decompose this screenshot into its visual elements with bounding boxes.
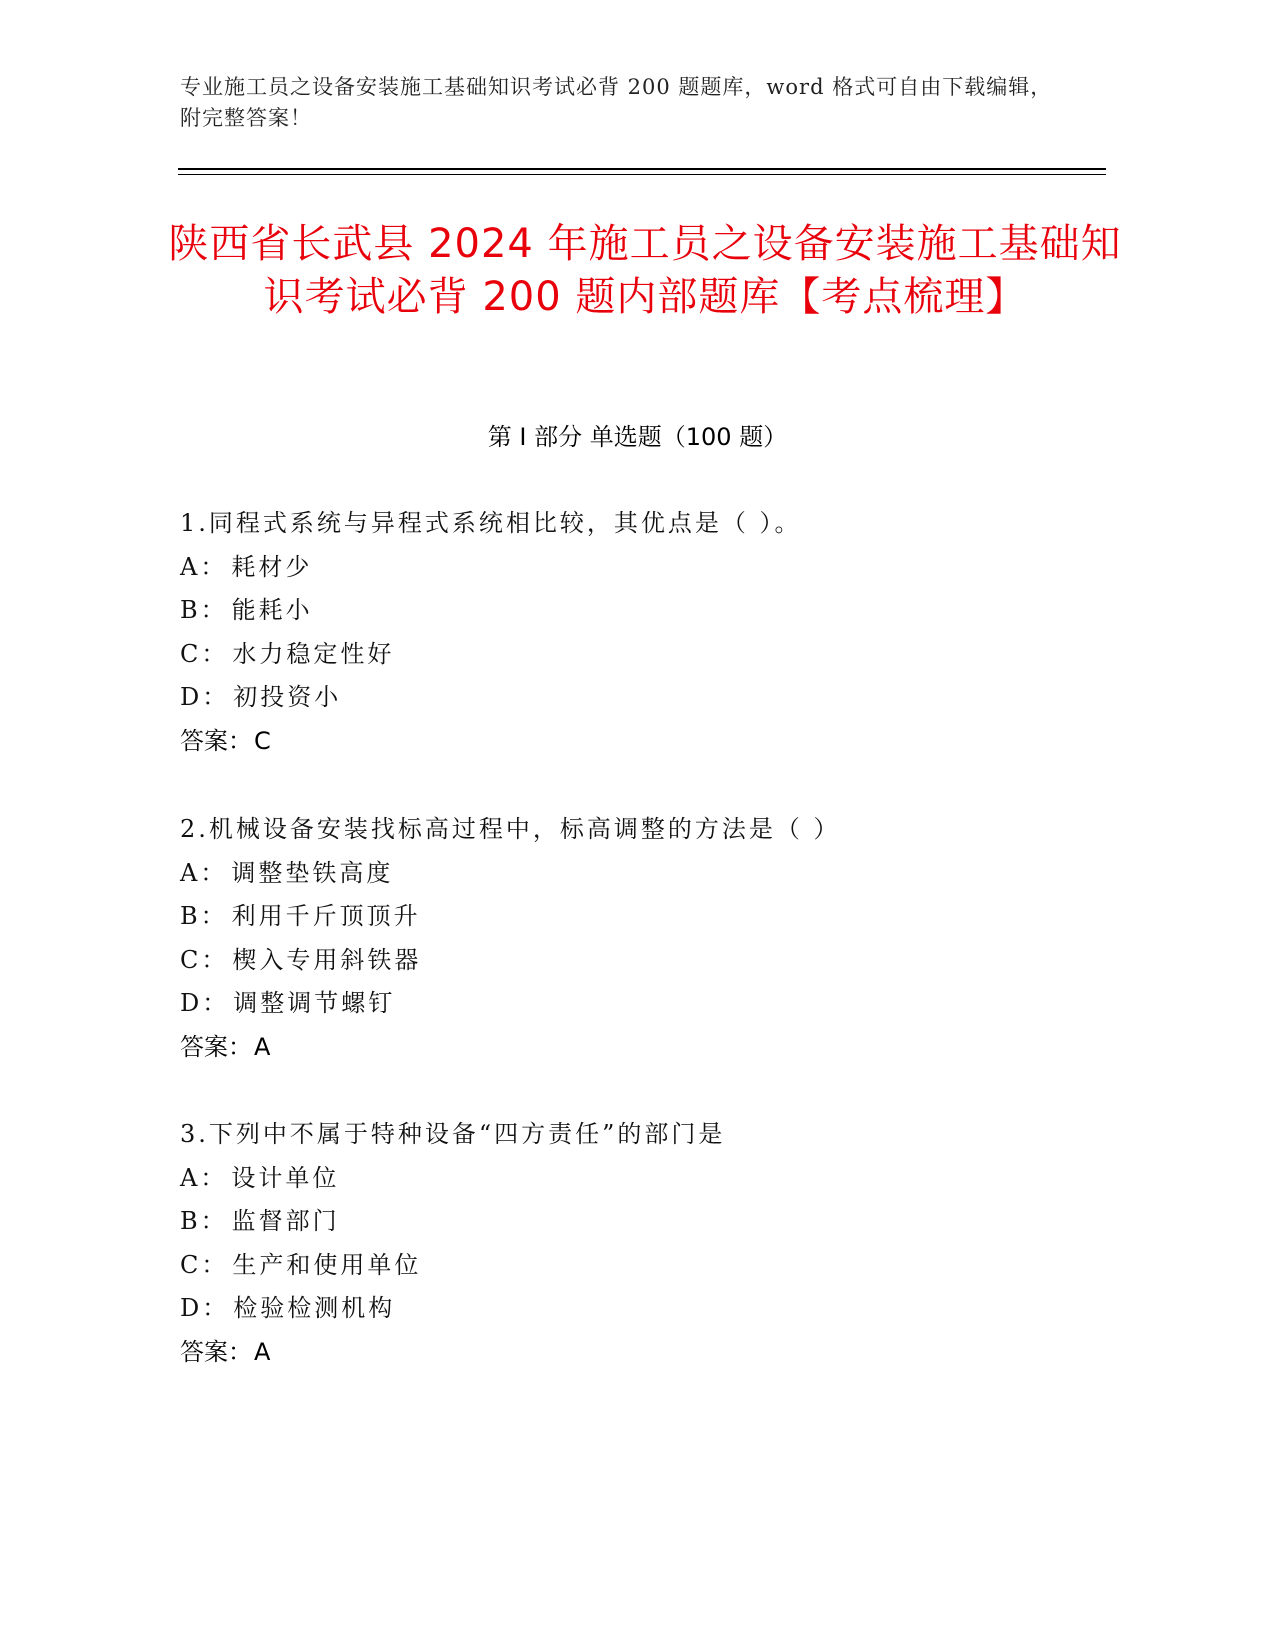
document-title: 陕西省长武县 2024 年施工员之设备安装施工基础知识考试必背 200 题内部题库【考点梳理】 [168, 221, 1122, 320]
option-text: 生产和使用单位 [232, 1250, 422, 1279]
header-rule-thin [178, 174, 1106, 175]
answer-line [180, 1026, 1080, 1070]
option-text: 水力稳定性好 [232, 639, 395, 668]
answer-line [180, 1331, 1080, 1375]
question-stem: 2.机械设备安装找标高过程中，标高调整的方法是（ ） [180, 815, 841, 843]
option-key: D： [180, 989, 230, 1017]
option-key: B： [180, 902, 228, 930]
question-1 [180, 502, 1080, 763]
option-c [180, 1244, 1080, 1288]
header-rule-thick [178, 168, 1106, 170]
answer-value: C [254, 726, 271, 755]
option-key: C： [180, 1250, 229, 1279]
answer-label: 答案： [180, 1032, 252, 1061]
answer-line [180, 720, 1080, 764]
option-a [180, 546, 1080, 590]
section-heading: 第 I 部分 单选题（100 题） [487, 423, 788, 451]
option-text: 能耗小 [231, 596, 313, 624]
option-a [180, 852, 1080, 896]
option-key: A： [180, 858, 228, 887]
option-c [180, 939, 1080, 983]
option-text: 设计单位 [231, 1163, 340, 1192]
option-b [180, 589, 1080, 633]
option-d [180, 982, 1080, 1026]
option-key: B： [180, 1207, 228, 1235]
option-text: 初投资小 [233, 683, 342, 711]
answer-label: 答案： [180, 726, 252, 755]
option-key: A： [180, 1163, 228, 1192]
option-text: 调整调节螺钉 [233, 989, 396, 1017]
option-key: C： [180, 945, 229, 974]
answer-value: A [254, 1337, 271, 1366]
option-text: 监督部门 [231, 1207, 340, 1235]
option-key: B： [180, 596, 228, 624]
question-stem: 1.同程式系统与异程式系统相比较，其优点是（ ）。 [180, 509, 802, 537]
answer-value: A [254, 1032, 271, 1061]
option-b [180, 895, 1080, 939]
option-b [180, 1200, 1080, 1244]
option-a [180, 1157, 1080, 1201]
option-d [180, 1287, 1080, 1331]
question-3 [180, 1113, 1080, 1374]
header-note: 专业施工员之设备安装施工基础知识考试必背 200 题题库，word 格式可自由下载编辑，附完整答案！ [180, 75, 1053, 130]
option-key: A： [180, 552, 228, 581]
option-key: D： [180, 1294, 230, 1322]
option-c [180, 633, 1080, 677]
option-key: C： [180, 639, 229, 668]
option-d [180, 676, 1080, 720]
answer-label: 答案： [180, 1337, 252, 1366]
option-text: 利用千斤顶顶升 [231, 902, 421, 930]
option-text: 耗材少 [231, 552, 313, 581]
option-text: 检验检测机构 [233, 1294, 396, 1322]
option-key: D： [180, 683, 230, 711]
option-text: 楔入专用斜铁器 [232, 945, 422, 974]
question-2 [180, 808, 1080, 1069]
question-stem: 3.下列中不属于特种设备“四方责任”的部门是 [180, 1120, 726, 1148]
option-text: 调整垫铁高度 [231, 858, 394, 887]
